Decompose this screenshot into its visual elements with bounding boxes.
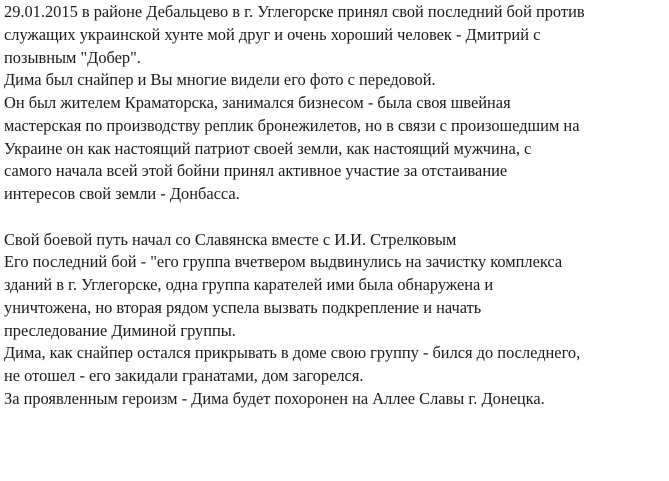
text-line: зданий в г. Углегорске, одна группа карателей ими была обнаружена и [4, 275, 494, 294]
text-line: Свой боевой путь начал со Славянска вместе с И.И. Стрелковым [4, 229, 457, 249]
text-line: Дима, как снайпер остался прикрывать в доме свою группу - бился до последнего, [4, 343, 581, 363]
text-line: Украине он как настоящий патриот своей земли, как настоящий мужчина, с [4, 138, 532, 158]
text-line: Он был жителем Краматорска, занимался бизнесом - была своя швейная [4, 93, 511, 112]
paragraph-intro [4, 1, 669, 69]
text-line: 29.01.2015 в районе Дебальцево в г. Углегорске принял свой последний бой против [4, 2, 585, 21]
paragraph-final-stand [4, 342, 669, 388]
text-line: мастерская по производству реплик бронежилетов, но в связи с произошедшим на [4, 115, 580, 135]
paragraph-spacer [4, 206, 669, 229]
text-line: не отошел - его закидали гранатами, дом загорелся. [4, 366, 364, 385]
text-line: позывным "Добер". [4, 47, 141, 67]
text-line: самого начала всей этой бойни принял активное участие за отстаивание [4, 161, 508, 181]
text-line: За проявленным героизм - Дима будет похоронен на Аллее Славы г. Донецка. [4, 388, 545, 408]
paragraph-background [4, 92, 669, 206]
paragraph-last-battle [4, 251, 669, 342]
text-line: Дима был снайпер и Вы многие видели его фото с передовой. [4, 70, 436, 90]
text-line: Его последний бой - "его группа вчетвером выдвинулись на зачистку комплекса [4, 252, 563, 272]
text-line: интересов свой земли - Донбасса. [4, 184, 240, 203]
paragraph-combat-path [4, 229, 669, 252]
text-line: уничтожена, но вторая рядом успела вызвать подкрепление и начать [4, 297, 482, 317]
text-line: преследование Диминой группы. [4, 320, 236, 340]
paragraph-burial [4, 388, 669, 411]
text-line: служащих украинской хунте мой друг и очень хороший человек - Дмитрий с [4, 24, 541, 44]
paragraph-sniper [4, 69, 669, 92]
